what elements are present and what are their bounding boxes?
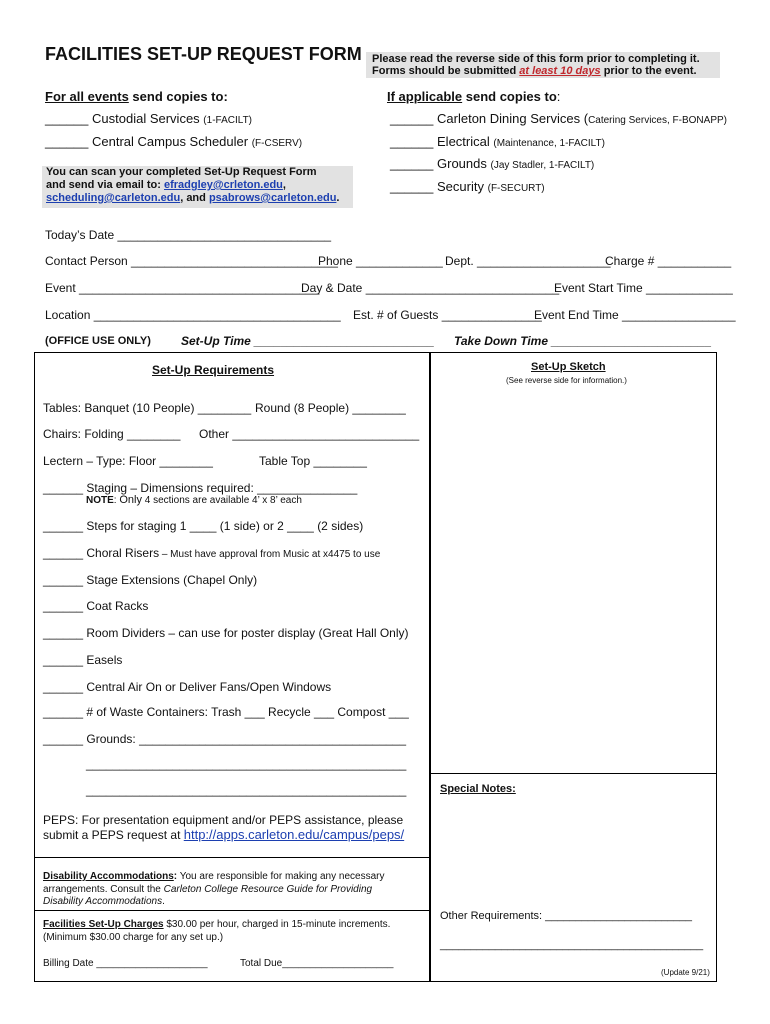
copies-right-rest: send copies to (462, 89, 557, 104)
copies-left-emph: For all events (45, 89, 129, 104)
copies-right-emph: If applicable (387, 89, 463, 104)
divider (35, 910, 429, 911)
setup-sketch-heading: Set-Up Sketch (531, 361, 606, 373)
billing-date-field[interactable]: Billing Date ____________________ (43, 958, 208, 969)
special-notes-area[interactable] (431, 799, 716, 909)
notice-line2 (372, 65, 697, 77)
blank: ______ (390, 179, 434, 194)
copy-code: (1-FACILT) (203, 115, 253, 126)
event-end-field[interactable]: Event End Time _________________ (534, 308, 736, 322)
disability-period: . (162, 896, 165, 907)
tables-round-field[interactable]: Round (8 People) ________ (255, 401, 406, 415)
charges-text: $30.00 per hour, charged in 15-minute increments. (163, 919, 391, 930)
copy-security (390, 179, 545, 194)
peps-line1: PEPS: For presentation equipment and/or PEPS assistance, please (43, 813, 404, 827)
copy-code-open: ( (583, 111, 589, 126)
copy-grounds (390, 156, 594, 171)
disability-guide: Carleton College Resource Guide for Providing (163, 884, 373, 895)
event-field[interactable]: Event ____________________________________ (45, 281, 320, 295)
setup-sketch-box (430, 352, 717, 982)
email-link-scheduling[interactable]: scheduling@carleton.edu (46, 192, 181, 204)
charge-field[interactable]: Charge # ___________ (605, 254, 732, 268)
contact-person-field[interactable]: Contact Person _______________________________ (45, 254, 338, 268)
email-line3 (46, 192, 339, 204)
coat-racks-field[interactable]: ______ Coat Racks (43, 599, 149, 613)
tables-banquet-field[interactable]: Tables: Banquet (10 People) ________ (43, 401, 252, 415)
copy-name: Security (437, 179, 484, 194)
blank: ______ (390, 134, 434, 149)
copies-right-colon: : (556, 89, 561, 104)
disability-colon: : (173, 871, 178, 882)
easels-field[interactable]: ______ Easels (43, 653, 123, 667)
lectern-floor-field[interactable]: Lectern – Type: Floor ________ (43, 454, 213, 468)
copy-name: Electrical (437, 134, 490, 149)
note-label: NOTE (86, 495, 114, 506)
form-title: FACILITIES SET-UP REQUEST FORM (45, 44, 362, 64)
sketch-area[interactable] (431, 393, 716, 773)
email-sep: , (282, 179, 286, 191)
location-field[interactable]: Location _____________________________________ (45, 308, 341, 322)
staging-field[interactable]: ______ Staging – Dimensions required: _______________ (43, 481, 358, 495)
blank: ______ (45, 111, 89, 126)
disability-line3 (43, 896, 165, 907)
email-link-psabrows[interactable]: psabrows@carleton.edu (208, 192, 337, 204)
divider (35, 857, 429, 858)
copy-name: Carleton Dining Services (437, 111, 581, 126)
notice-box (366, 52, 720, 78)
note-rest: 4 sections are available 4’ x 8’ each (141, 495, 302, 506)
disability-text2: arrangements. Consult the (43, 884, 164, 895)
phone-field[interactable]: Phone _____________ (318, 254, 443, 268)
event-start-field[interactable]: Event Start Time _____________ (554, 281, 733, 295)
risers-note: – Must have approval from Music at x4475 to use (159, 549, 381, 560)
disability-line1 (43, 871, 384, 882)
copy-code: (Maintenance, 1-FACILT) (493, 138, 605, 149)
staging-note (86, 494, 302, 506)
peps-text: submit a PEPS request at (43, 828, 184, 842)
room-dividers-field[interactable]: ______ Room Dividers – can use for poster display (Great Hall Only) (43, 626, 409, 640)
risers-label: ______ Choral Risers (43, 546, 160, 560)
waste-containers-field[interactable]: ______ # of Waste Containers: Trash ___ Recycle ___ Compost ___ (43, 705, 409, 719)
blank: ______ (390, 156, 434, 171)
special-notes-label: Special Notes: (440, 783, 516, 795)
peps-link[interactable]: http://apps.carleton.edu/campus/peps/ (183, 827, 405, 842)
copy-code: (F-CSERV) (251, 138, 303, 149)
copy-code: Catering Services, F-BONAPP) (588, 115, 727, 126)
todays-date-field[interactable]: Today’s Date ________________________________ (45, 228, 332, 242)
peps-line2 (43, 827, 404, 842)
copy-code: (Jay Stadler, 1-FACILT) (490, 160, 595, 171)
day-date-field[interactable]: Day & Date _____________________________ (301, 281, 560, 295)
copy-electrical (390, 134, 605, 149)
grounds-line-3[interactable]: ________________________________________________ (86, 783, 407, 797)
office-use-label: (OFFICE USE ONLY) (45, 335, 151, 347)
divider (431, 773, 716, 774)
other-requirements-line2[interactable]: ___________________________________________ (440, 939, 704, 951)
setup-sketch-subtext: (See reverse side for information.) (506, 376, 627, 385)
email-line1: You can scan your completed Set-Up Request Form (46, 166, 317, 178)
blank: ______ (390, 111, 434, 126)
dept-field[interactable]: Dept. ____________________ (445, 254, 611, 268)
email-instructions (42, 166, 353, 208)
total-due-field[interactable]: Total Due____________________ (240, 958, 394, 969)
disability-line2 (43, 884, 372, 895)
choral-risers-field[interactable] (43, 546, 380, 560)
copy-dining (390, 111, 727, 126)
copy-name: Grounds (437, 156, 487, 171)
charges-line2: (Minimum $30.00 charge for any set up.) (43, 932, 224, 943)
copy-name: Central Campus Scheduler (92, 134, 249, 149)
notice-text: Forms should be submitted (372, 65, 520, 77)
chairs-other-field[interactable]: Other ____________________________ (199, 427, 420, 441)
disability-text: You are responsible for making any necessary (177, 871, 385, 882)
stage-extensions-field[interactable]: ______ Stage Extensions (Chapel Only) (43, 573, 258, 587)
chairs-folding-field[interactable]: Chairs: Folding ________ (43, 427, 181, 441)
note-colon: : (113, 495, 120, 506)
setup-requirements-heading: Set-Up Requirements (152, 363, 275, 377)
setup-time-field[interactable]: Set-Up Time ___________________________ (181, 334, 435, 348)
email-line2 (46, 179, 286, 191)
update-version: (Update 9/21) (661, 968, 710, 977)
central-air-field[interactable]: ______ Central Air On or Deliver Fans/Open Windows (43, 680, 332, 694)
steps-field[interactable]: ______ Steps for staging 1 ____ (1 side) or 2 ____ (2 sides) (43, 519, 364, 533)
copy-custodial (45, 111, 252, 126)
other-requirements-field[interactable]: Other Requirements: ________________________ (440, 910, 692, 922)
copy-name: Custodial Services (92, 111, 200, 126)
notice-deadline: at least 10 days (519, 65, 601, 77)
setup-requirements-box (34, 352, 430, 982)
takedown-time-field[interactable]: Take Down Time ________________________ (454, 334, 712, 348)
guests-field[interactable]: Est. # of Guests _______________ (353, 308, 542, 322)
email-text: and send via email to: (46, 179, 164, 191)
copies-left-rest: send copies to: (128, 89, 228, 104)
charges-line1 (43, 919, 390, 930)
lectern-tabletop-field[interactable]: Table Top ________ (259, 454, 367, 468)
charges-label: Facilities Set-Up Charges (43, 919, 164, 930)
copies-right-heading (387, 89, 560, 104)
copies-left-heading (45, 89, 228, 104)
blank: ______ (45, 134, 89, 149)
grounds-line-2[interactable]: ________________________________________________ (86, 757, 407, 771)
email-link-efradgley[interactable]: efradgley@crleton.edu (163, 179, 283, 191)
copy-scheduler (45, 134, 302, 149)
disability-label: Disability Accommodations (43, 871, 174, 882)
disability-guide2: Disability Accommodations (43, 896, 163, 907)
email-sep: , and (180, 192, 209, 204)
note-only: Only (119, 494, 142, 506)
notice-line1: Please read the reverse side of this form prior to completing it. (372, 53, 700, 65)
grounds-field[interactable]: ______ Grounds: ________________________________________ (43, 732, 407, 746)
copy-code: (F-SECURT) (487, 183, 545, 194)
email-sep: . (336, 192, 340, 204)
notice-text-end: prior to the event. (600, 65, 697, 77)
